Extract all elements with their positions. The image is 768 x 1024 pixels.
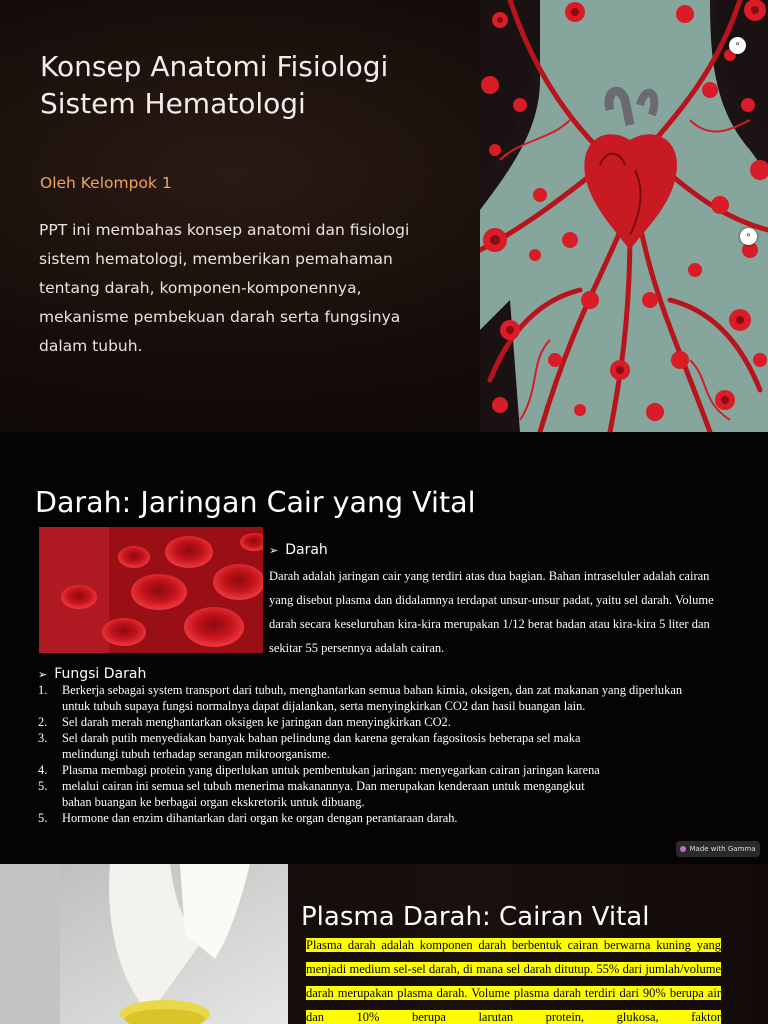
list-number: 5. xyxy=(38,779,48,793)
list-item xyxy=(38,730,738,762)
plasma-test-tube-image xyxy=(0,864,288,1024)
darah-heading-label: Darah xyxy=(285,542,328,558)
list-text: Sel darah merah menghantarkan oksigen ke jaringan dan menyingkirkan CO2. xyxy=(62,715,451,729)
title-slide xyxy=(0,0,768,432)
darah-heading xyxy=(269,542,328,558)
list-text: Hormone dan enzim dihantarkan dari organ ke organ dengan perantaraan darah. xyxy=(62,811,458,825)
plasma-slide xyxy=(0,864,768,1024)
list-item xyxy=(38,762,738,778)
list-text: Sel darah putih menyediakan banyak bahan pelindung dan karena gerakan fagositosis beberapa sel maka melindungi tubuh terhadap serangan mikroorganisme. xyxy=(62,731,581,761)
darah-paragraph: Darah adalah jaringan cair yang terdiri atas dua bagian. Bahan intraseluler adalah cairan yang disebut plasma dan didalamnya terdapat unsur-unsur padat, yaitu sel darah. Volume darah secara keseluruhan kira-kira merupakan 1/12 berat badan atau kira-kira 5 liter dan sekitar 55 persennya adalah cairan. xyxy=(269,569,714,655)
fungsi-heading-label: Fungsi Darah xyxy=(54,666,147,682)
image-action-icon-2[interactable]: ⚬ xyxy=(740,228,757,245)
heart-illustration-graphic xyxy=(480,0,768,432)
list-number: 1. xyxy=(38,683,48,697)
heart-circulatory-illustration xyxy=(480,0,768,432)
slide-title: Darah: Jaringan Cair yang Vital xyxy=(35,486,476,519)
blood-cells-graphic xyxy=(39,527,263,653)
presentation-title: Konsep Anatomi Fisiologi Sistem Hematologi xyxy=(40,50,389,120)
presentation-description: PPT ini membahas konsep anatomi dan fisiologi sistem hematologi, memberikan pemahaman tentang darah, komponen-komponennya, mekanisme pembekuan darah serta fungsinya dalam tubuh. xyxy=(39,221,410,355)
darah-slide xyxy=(0,432,768,864)
list-item xyxy=(38,810,738,826)
author-line: Oleh Kelompok 1 xyxy=(40,174,172,192)
list-number: 2. xyxy=(38,715,48,729)
image-action-icon[interactable]: ⚬ xyxy=(729,37,746,54)
list-item xyxy=(38,778,738,810)
list-text: Berkerja sebagai system transport dari tubuh, menghantarkan semua bahan kimia, oksigen, dan zat makanan yang diperlukan untuk tubuh supaya fungsi normalnya dapat dijalankan, serta menyingkirkan CO2 dan hasil buangan lain. xyxy=(62,683,683,713)
list-text: Plasma membagi protein yang diperlukan untuk pembentukan jaringan: menyegarkan cairan jaringan karena xyxy=(62,763,600,777)
red-blood-cells-image xyxy=(39,527,263,653)
list-number: 3. xyxy=(38,731,48,745)
list-text: melalui cairan ini semua sel tubuh menerima makanannya. Dan merupakan kenderaan untuk mengangkut bahan buangan ke berbagai organ ekskretorik untuk dibuang. xyxy=(62,779,585,809)
made-with-gamma-badge[interactable] xyxy=(676,841,760,857)
fungsi-heading xyxy=(38,666,146,682)
list-item xyxy=(38,682,738,714)
badge-label: Made with Gamma xyxy=(689,845,756,853)
slide-title: Plasma Darah: Cairan Vital xyxy=(301,902,650,932)
list-number: 4. xyxy=(38,763,48,777)
list-number: 5. xyxy=(38,811,48,825)
highlighted-text: Plasma darah adalah komponen darah berbentuk cairan berwarna kuning yang menjadi medium sel-sel darah, di mana sel darah ditutup. 55% dari jumlah/volume darah merupakan plasma darah. Volume plasma darah terdiri dari 90% berupa air dan 10% berupa larutan protein, glukosa, faktor xyxy=(306,938,721,1024)
gamma-logo-icon xyxy=(680,846,686,852)
list-item xyxy=(38,714,738,730)
fungsi-list xyxy=(38,682,738,826)
test-tube-graphic xyxy=(0,864,288,1024)
arrow-bullet-icon: ➢ xyxy=(269,543,279,557)
plasma-paragraph xyxy=(306,933,721,1024)
arrow-bullet-icon: ➢ xyxy=(38,667,48,681)
